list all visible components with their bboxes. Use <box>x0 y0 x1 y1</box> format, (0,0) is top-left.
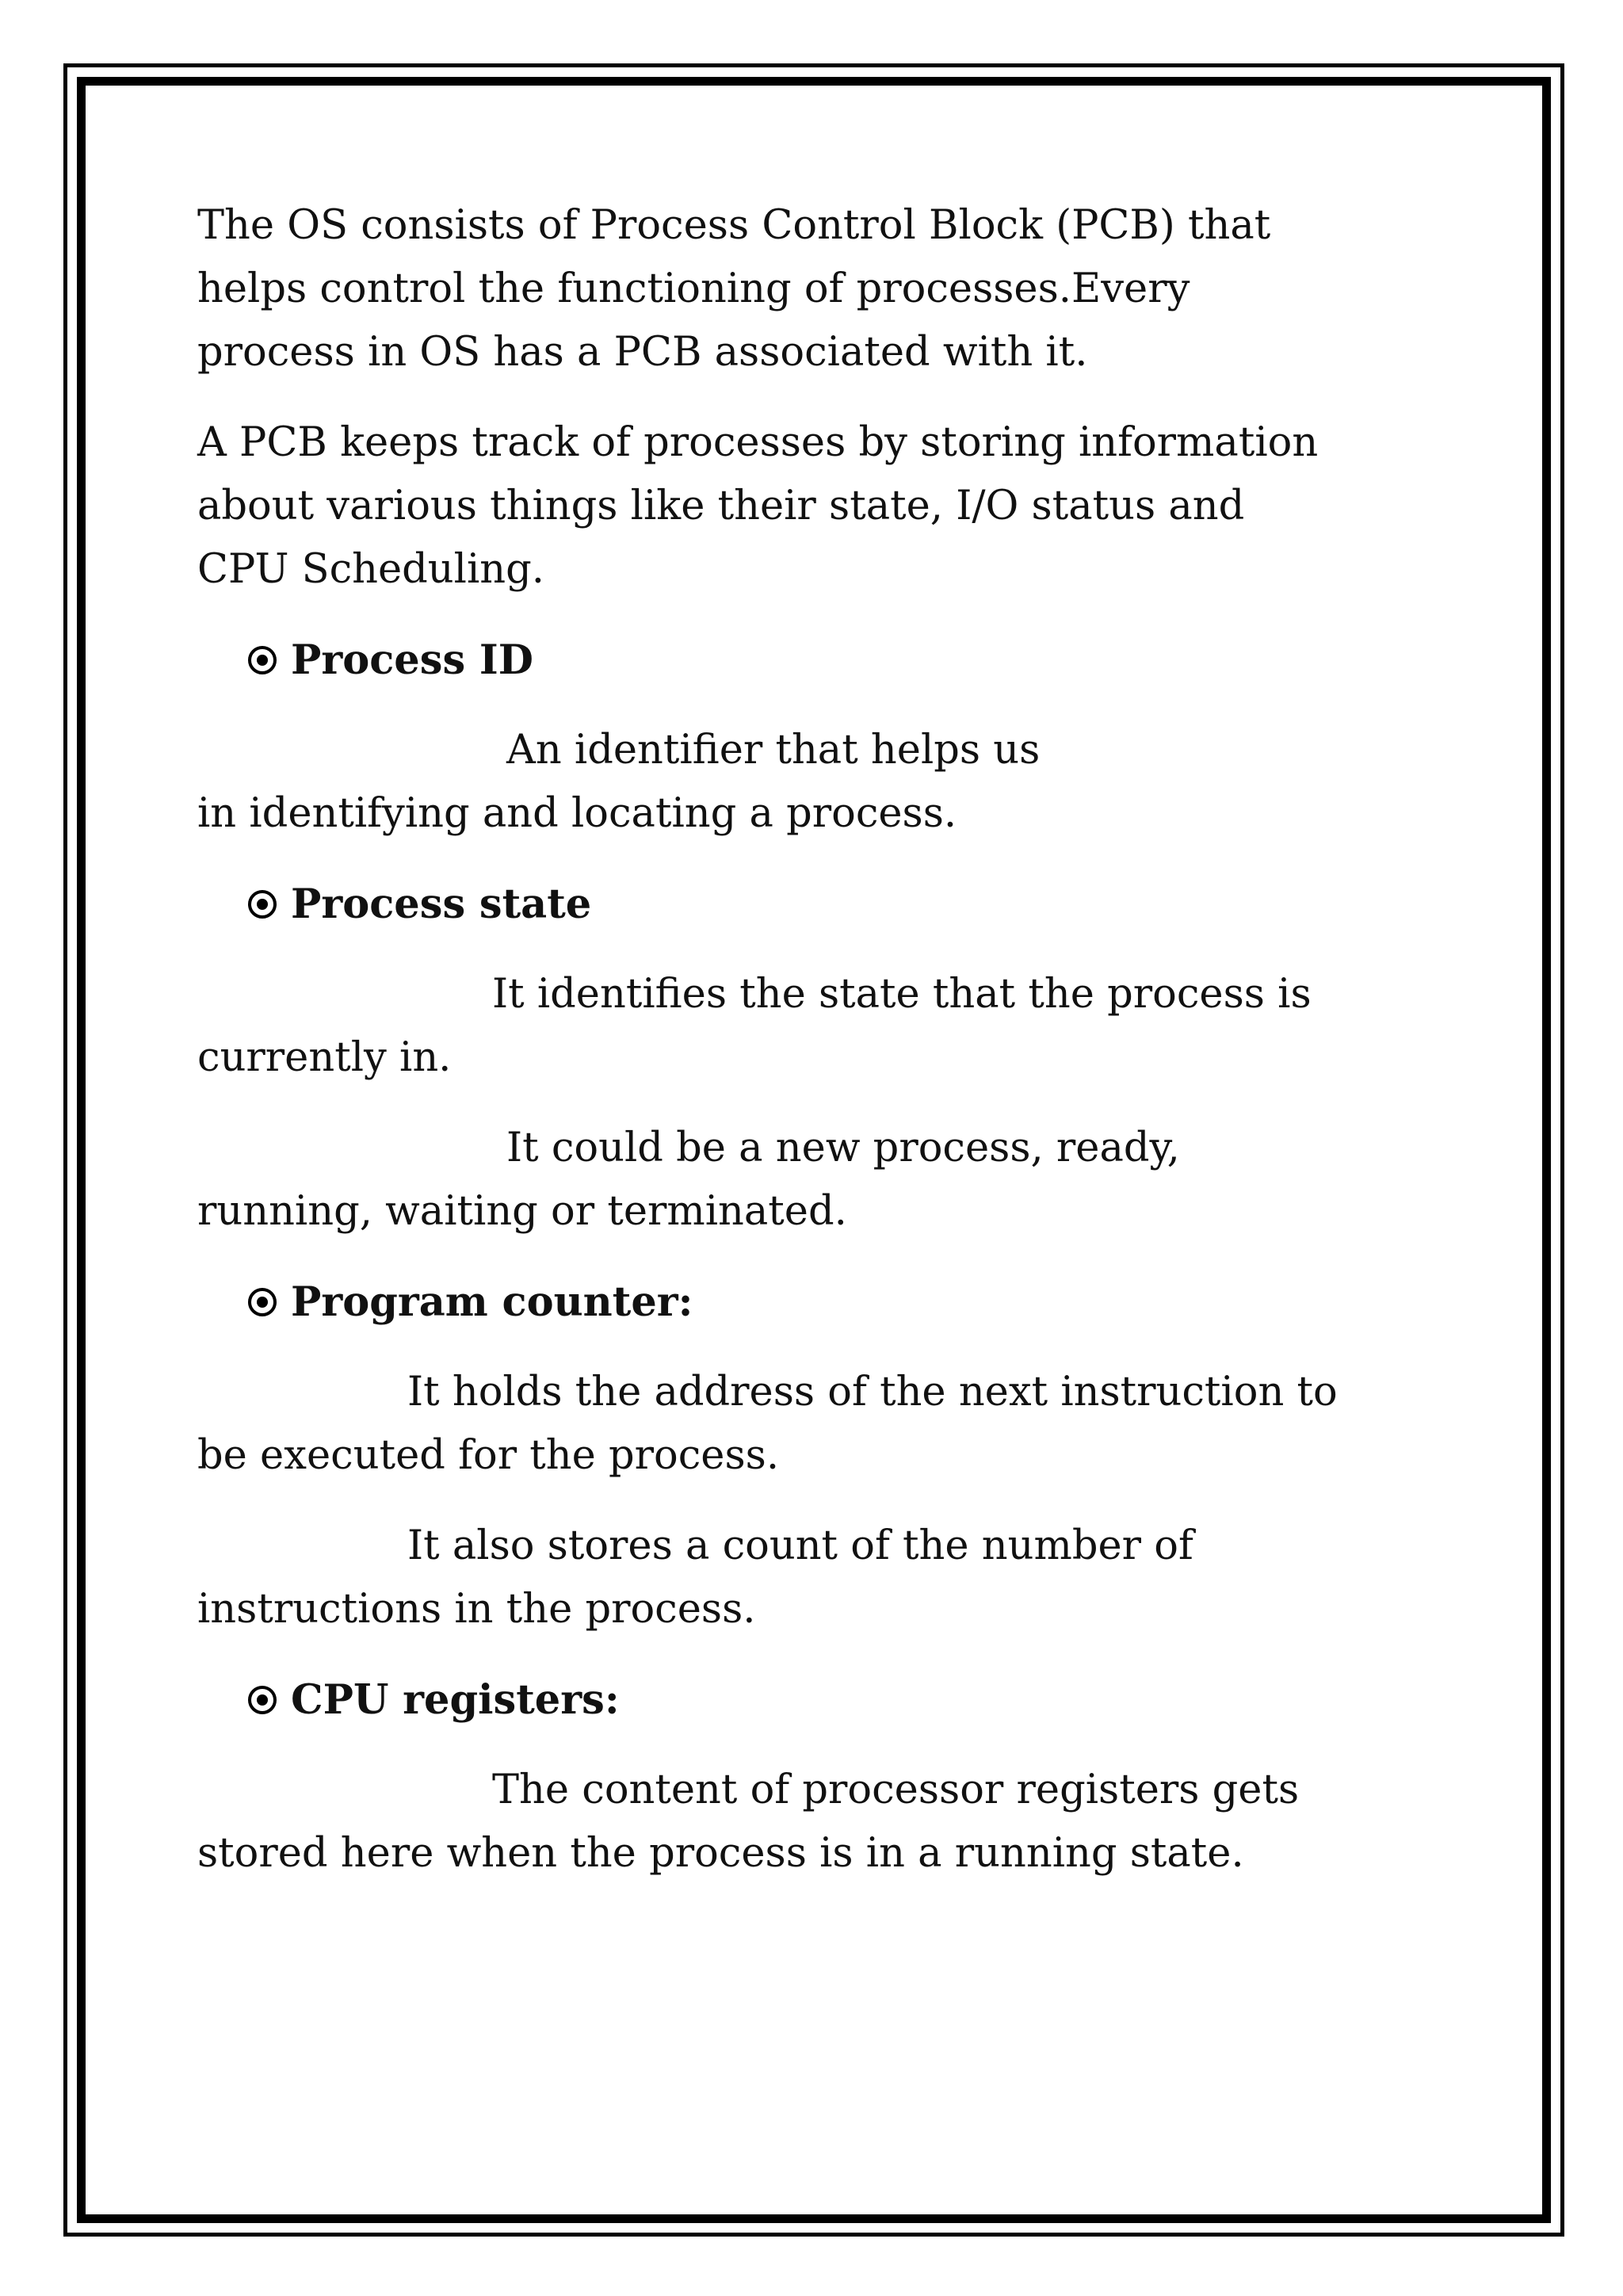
text-line: CPU Scheduling. <box>197 546 544 593</box>
text-line: A PCB keeps track of processes by storing information <box>197 419 1319 466</box>
radio-bullet-icon <box>248 1288 277 1316</box>
text-line: stored here when the process is in a running state. <box>197 1830 1244 1877</box>
process-state-paragraph-2 <box>197 1117 1449 1244</box>
section-heading-cpu-registers <box>197 1668 1449 1732</box>
text-line: The content of processor registers gets <box>492 1767 1300 1813</box>
heading-label: Process state <box>291 881 592 928</box>
intro-paragraph-1 <box>197 194 1449 384</box>
section-heading-process-id <box>197 628 1449 692</box>
text-line: An identifier that helps us <box>506 727 1041 774</box>
radio-bullet-icon <box>248 1686 277 1714</box>
heading-label: CPU registers: <box>291 1676 620 1724</box>
process-id-paragraph <box>197 719 1449 846</box>
text-line: process in OS has a PCB associated with it. <box>197 329 1088 376</box>
intro-paragraph-2 <box>197 411 1449 602</box>
text-line: It could be a new process, ready, <box>506 1125 1180 1171</box>
text-line: be executed for the process. <box>197 1432 780 1479</box>
radio-bullet-icon <box>248 646 277 674</box>
text-line: running, waiting or terminated. <box>197 1188 847 1235</box>
heading-label: Program counter: <box>291 1278 693 1326</box>
document-body <box>197 194 1449 1912</box>
program-counter-paragraph-2 <box>197 1515 1449 1641</box>
text-line: It holds the address of the next instruction to <box>407 1369 1338 1415</box>
text-line: helps control the functioning of processes.Every <box>197 266 1190 312</box>
text-line: The OS consists of Process Control Block (PCB) that <box>197 202 1271 249</box>
text-line: It also stores a count of the number of <box>407 1522 1193 1569</box>
cpu-registers-paragraph <box>197 1759 1449 1885</box>
process-state-paragraph-1 <box>197 963 1449 1090</box>
radio-bullet-icon <box>248 890 277 919</box>
text-line: It identifies the state that the process is <box>492 971 1312 1018</box>
program-counter-paragraph-1 <box>197 1361 1449 1488</box>
section-heading-program-counter <box>197 1270 1449 1334</box>
text-line: instructions in the process. <box>197 1586 756 1633</box>
heading-label: Process ID <box>291 636 533 684</box>
section-heading-process-state <box>197 873 1449 936</box>
text-line: currently in. <box>197 1034 452 1081</box>
text-line: in identifying and locating a process. <box>197 790 957 837</box>
text-line: about various things like their state, I/O status and <box>197 483 1245 529</box>
